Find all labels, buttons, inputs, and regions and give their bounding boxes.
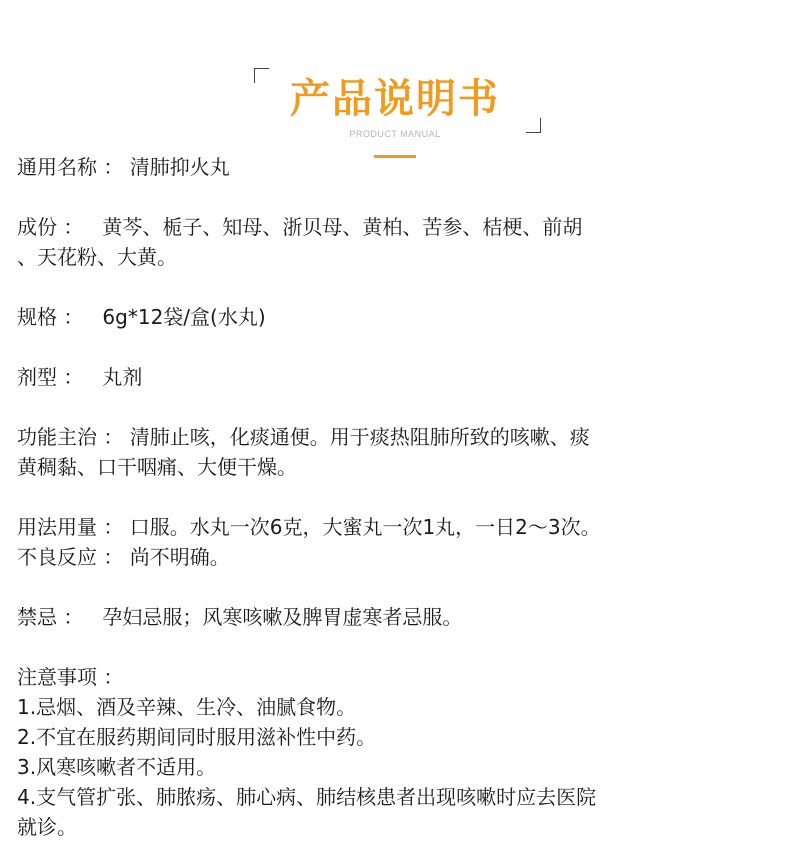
usage-dosage-line: 用法用量 ： 口服。水丸一次6克，大蜜丸一次1丸，一日2～3次。 — [17, 515, 601, 539]
manual-header — [0, 0, 790, 160]
dosage-form-line: 剂型 ： 丸剂 — [17, 365, 143, 389]
generic-name-line: 通用名称 ： 清肺抑火丸 — [17, 155, 230, 179]
ingredients-line-cont: 、天花粉、大黄。 — [17, 245, 177, 269]
precaution-item-4-cont: 就诊。 — [17, 815, 77, 839]
precautions-heading: 注意事项 ： — [17, 665, 124, 689]
indications-line: 功能主治 ： 清肺止咳，化痰通便。用于痰热阻肺所致的咳嗽、痰 — [17, 425, 590, 449]
precaution-item-2: 2.不宜在服药期间同时服用滋补性中药。 — [17, 725, 377, 749]
indications-line-cont: 黄稠黏、口干咽痛、大便干燥。 — [17, 455, 297, 479]
precaution-item-4: 4.支气管扩张、肺脓疡、肺心病、肺结核患者出现咳嗽时应去医院 — [17, 785, 597, 809]
page-subtitle: PRODUCT MANUAL — [349, 129, 441, 139]
adverse-reactions-line: 不良反应 ： 尚不明确。 — [17, 545, 230, 569]
ingredients-line: 成份 ： 黄芩、栀子、知母、浙贝母、黄柏、苦参、桔梗、前胡 — [17, 215, 583, 239]
contraindications-line: 禁忌 ： 孕妇忌服；风寒咳嗽及脾胃虚寒者忌服。 — [17, 605, 463, 629]
specification-line: 规格 ： 6g*12袋/盒(水丸) — [17, 305, 266, 329]
precaution-item-1: 1.忌烟、酒及辛辣、生冷、油腻食物。 — [17, 695, 357, 719]
title-accent-divider — [374, 155, 416, 158]
page-title: 产品说明书 — [290, 76, 500, 122]
precaution-item-3: 3.风寒咳嗽者不适用。 — [17, 755, 217, 779]
